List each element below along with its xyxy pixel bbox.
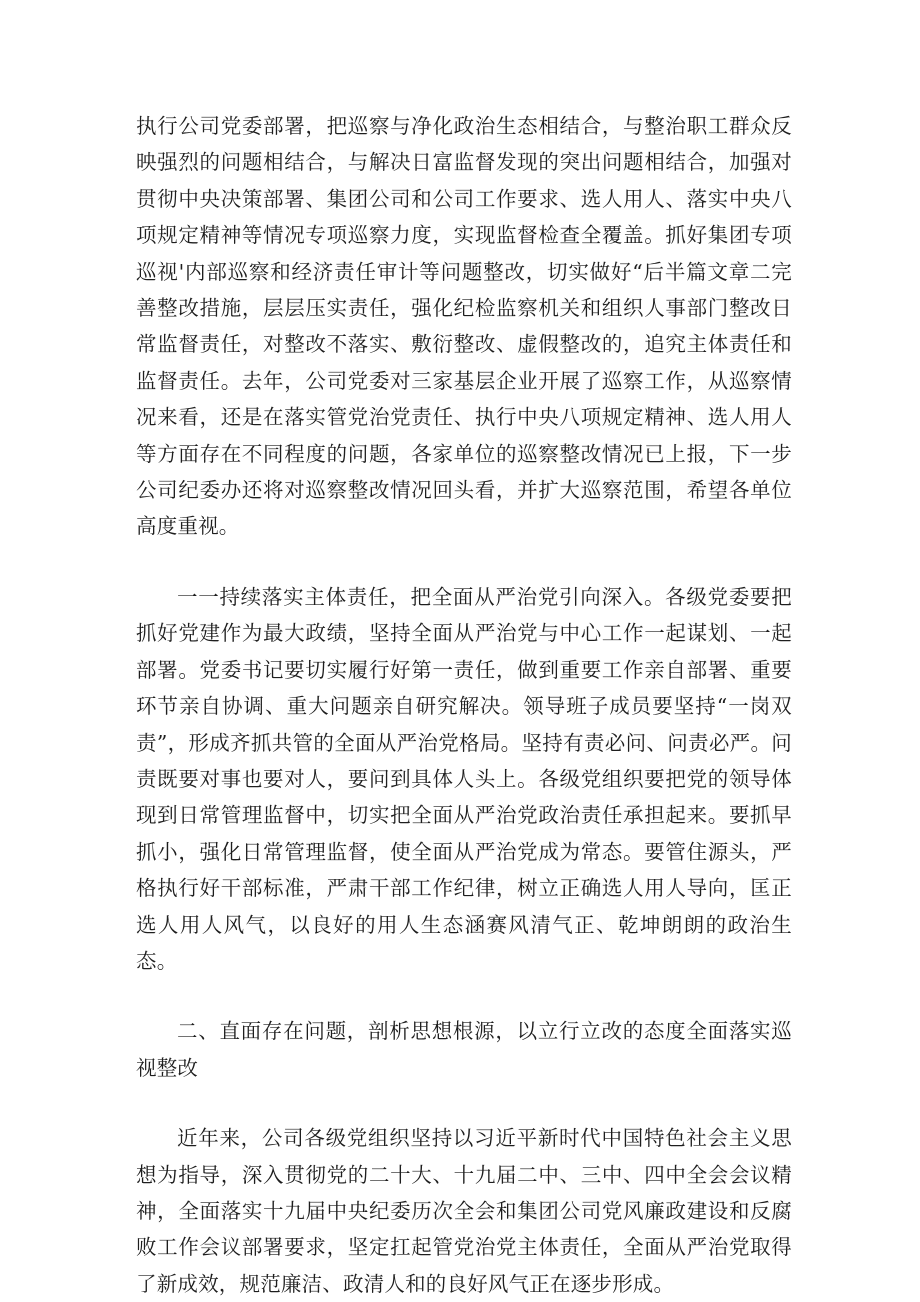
document-body xyxy=(136,108,792,1302)
paragraph-recent-years: 近年来，公司各级党组织坚持以习近平新时代中国特色社会主义思想为指导，深入贯彻党的二十大、十九届二中、三中、四中全会会议精神，全面落实十九届中央纪委历次全会和集团公司党风廉政建设和反腐败工作会议部署要求，坚定扛起管党治党主体责任，全面从严治党取得了新成效，规范廉洁、政清人和的良好风气正在逐步形成。 xyxy=(136,1126,792,1296)
paragraph-inspection-rectification: 执行公司党委部署，把巡察与净化政治生态相结合，与整治职工群众反映强烈的问题相结合，与解决日富监督发现的突出问题相结合，加强对贯彻中央决策部署、集团公司和公司工作要求、选人用人、落实中央八项规定精神等情况专项巡察力度，实现监督检查全覆盖。抓好集团专项巡视'内部巡察和经济责任审计等问题整改，切实做好“后半篇文章二完善整改措施，层层压实责任，强化纪检监察机关和组织人事部门整改日常监督责任，对整改不落实、敷衍整改、虚假整改的，追究主体责任和监督责任。去年，公司党委对三家基层企业开展了巡察工作，从巡察情况来看，还是在落实管党治党责任、执行中央八项规定精神、选人用人等方面存在不同程度的问题，各家单位的巡察整改情况已上报，下一步公司纪委办还将对巡察整改情况回头看，并扩大巡察范围，希望各单位高度重视。 xyxy=(136,114,792,539)
paragraph-main-responsibility: 一一持续落实主体责任，把全面从严治党引向深入。各级党委要把抓好党建作为最大政绩，坚持全面从严治党与中心工作一起谋划、一起部署。党委书记要切实履行好第一责任，做到重要工作亲自部署、重要环节亲自协调、重大问题亲自研究解决。领导班子成员要坚持“一岗双责”，形成齐抓共管的全面从严治党格局。坚持有责必问、问责必严。问责既要对事也要对人，要问到具体人头上。各级党组织要把党的领导体现到日常管理监督中，切实把全面从严治党政治责任承担起来。要抓早抓小，强化日常管理监督，使全面从严治党成为常态。要管住源头，严格执行好干部标准，严肃干部工作纪律，树立正确选人用人导向，匡正选人用人风气，以良好的用人生态涵赛风清气正、乾坤朗朗的政治生态。 xyxy=(136,584,792,973)
section-heading-two: 二、直面存在问题，剖析思想根源，以立行立改的态度全面落实巡视整改 xyxy=(136,1019,792,1080)
